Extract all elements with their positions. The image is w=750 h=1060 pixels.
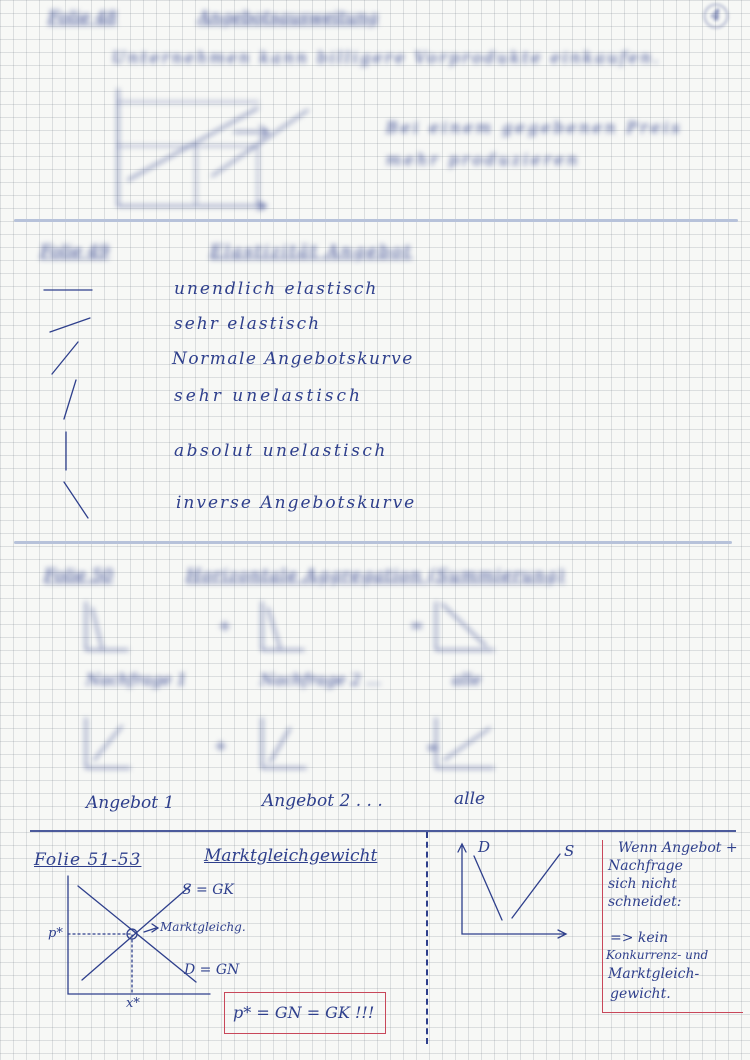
note-line: Wenn Angebot + [618,840,738,856]
note-line: Marktgleich- [608,966,700,982]
label-d-gn: D = GN [184,962,240,978]
elasticity-item: Normale Angebotskurve [172,349,414,369]
folie-48-heading: Folie 48 [48,8,118,28]
folie-48-note-line1: Bei einem gegebenen Preis [386,118,683,137]
section-folie-50 [0,550,750,790]
note-line: schneidet: [608,894,682,910]
graph-label-s: S [564,842,575,860]
folie-49-title: Elastizität Angebot [210,242,413,262]
formula-box [224,992,386,1034]
plus-sign: + [218,616,232,635]
label-p-star: p* [48,926,63,941]
folie-49-header [0,232,750,272]
equals-sign-2: = [426,738,440,757]
demand-label-2: Nachfrage 2 ... [260,670,382,689]
equals-sign: = [410,616,424,635]
line-normal-icon [52,342,78,374]
note-line: Konkurrenz- und [606,948,709,962]
folie-51-title: Marktgleichgewicht [204,846,378,866]
folie-50-heading: Folie 50 [44,566,114,586]
demand-graphs [80,598,540,668]
note-line: Nachfrage [608,858,683,874]
label-market-equilibrium: Marktgleichg. [160,920,246,934]
note-line: => kein [610,930,669,946]
line-steep-icon [64,380,76,419]
supply-label-1: Angebot 1 [86,793,175,813]
folie-51-heading: Folie 51-53 [34,850,142,870]
folie-48-title: Angebotsausweitung [198,8,379,28]
demand-label-1: Nachfrage 1 [86,670,187,689]
supply-label-2: Angebot 2 . . . [262,791,383,811]
supply-line [512,854,560,918]
label-s-gk: S = GK [182,882,234,898]
elasticity-lines [30,276,140,536]
formula-text: p* = GN = GK !!! [233,1003,375,1022]
elasticity-item: inverse Angebotskurve [176,493,417,513]
elasticity-item: absolut unelastisch [174,441,388,461]
folie-48-note-line2: mehr produzieren [386,150,581,169]
folie-48-subtitle: Unternehmen kann billigere Vorprodukte einkaufen. [112,48,661,67]
demand-line [474,856,502,920]
note-line: gewicht. [610,986,671,1002]
vertical-separator [426,832,428,1044]
folie-50-title: Horizontale Aggregation (Summierung) [186,566,566,586]
supply-label-all: alle [454,789,486,809]
demand-label-all: alle [452,670,482,689]
folie-48-graph [108,84,278,214]
divider-3 [30,830,736,832]
note-line: sich nicht [608,876,677,892]
graph-label-d: D [478,838,491,856]
line-inverse-icon [64,482,88,518]
plus-sign-2: + [214,736,228,755]
line-flat-icon [50,318,90,332]
section-folie-48 [0,0,750,220]
elasticity-item: sehr elastisch [174,314,322,334]
supply-graphs [80,714,540,784]
divider-2 [14,541,732,544]
folie-49-heading: Folie 49 [40,242,110,262]
divider-1 [14,219,738,222]
label-x-star: x* [126,996,140,1011]
elasticity-item: sehr unelastisch [174,386,363,406]
page-number: 4 [704,4,728,28]
elasticity-item: unendlich elastisch [174,279,379,299]
